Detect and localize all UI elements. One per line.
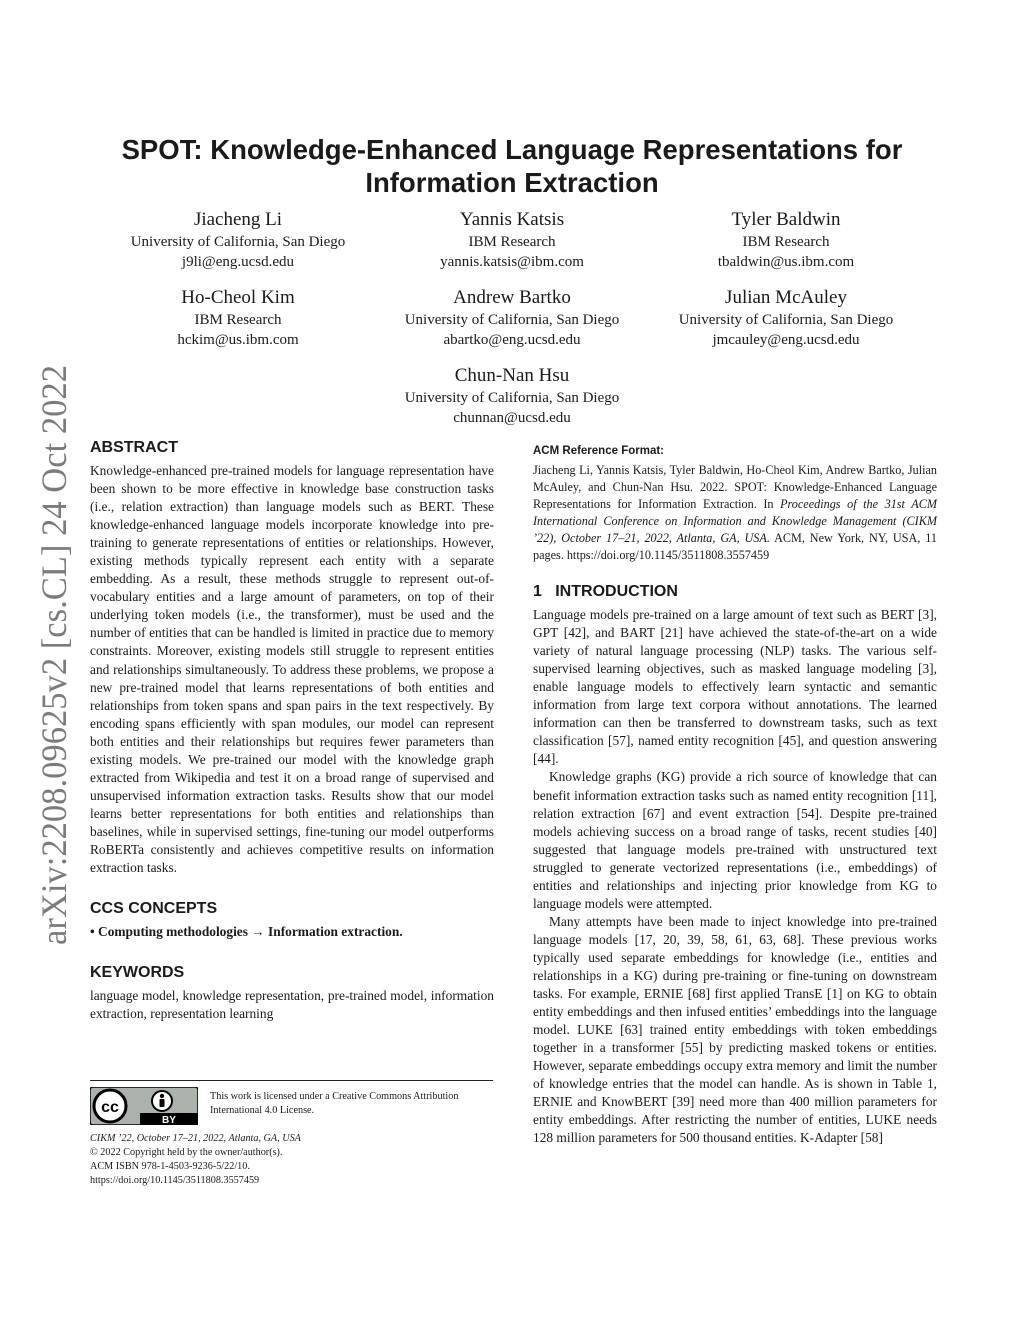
author-affiliation: University of California, San Diego xyxy=(404,312,620,328)
author-name: Chun-Nan Hsu xyxy=(454,365,570,386)
author-name: Yannis Katsis xyxy=(459,209,565,230)
author-affiliation: University of California, San Diego xyxy=(678,312,894,328)
author-affiliation: University of California, San Diego xyxy=(404,390,620,406)
intro-paragraph-3: Many attempts have been made to inject knowledge into pre-trained language models [17, 20, 39, 58, 61, 63, 68]. These previous works typically used separate embeddings for knowledge (i.e., entities and relationships in a KG) during pre-training or fine-tuning on downstream tasks. For example, ERNIE [68] first applied TransE [1] on KG to obtain entity embeddings and then infused entities’ embeddings into the language model. LUKE [63] trained entity embeddings with token embeddings together in a transformer [55] by predicting masked tokens or entities. However, separate embeddings occupy extra memory and limit the number of knowledge entries that the model can handle. As is shown in Table 1, ERNIE and KnowBERT [39] need more than 400 million parameters for entity embeddings. After restricting the number of entities, LUKE needs 128 million parameters for 500 thousand entities. K-Adapter [58] xyxy=(533,913,937,1146)
author-name: Jiacheng Li xyxy=(193,209,283,230)
author-email: jmcauley@eng.ucsd.edu xyxy=(712,332,860,348)
license-rule xyxy=(90,1080,493,1081)
abstract-heading: ABSTRACT xyxy=(90,439,178,456)
footer-doi: https://doi.org/10.1145/3511808.3557459 xyxy=(90,1175,260,1186)
keywords-heading: KEYWORDS xyxy=(90,964,185,982)
author-block xyxy=(93,286,383,350)
ccs-heading: CCS CONCEPTS xyxy=(90,900,218,918)
author-block xyxy=(367,364,657,428)
author-email: chunnan@ucsd.edu xyxy=(453,410,571,426)
cc-badge-by-text: BY xyxy=(162,1115,176,1125)
cc-badge-cc-text: cc xyxy=(101,1099,119,1116)
author-name: Andrew Bartko xyxy=(453,287,571,308)
ccs-concepts-text: • Computing methodologies → Information extraction. xyxy=(90,924,403,940)
author-email: tbaldwin@us.ibm.com xyxy=(717,254,855,270)
arxiv-margin-stamp xyxy=(4,360,84,950)
author-block xyxy=(641,208,931,272)
author-block xyxy=(93,208,383,272)
reference-format-part-1: Jiacheng Li, Yannis Katsis, Tyler Baldwin, Ho-Cheol Kim, Andrew Bartko, Julian McAuley, and Chun-Nan Hsu. 2022. SPOT: Knowledge-Enhanced Language Representations for Information Extraction. In xyxy=(533,463,937,512)
author-name: Tyler Baldwin xyxy=(731,209,841,230)
footer-isbn: ACM ISBN 978-1-4503-9236-5/22/10. xyxy=(90,1161,250,1172)
license-text: This work is licensed under a Creative Commons Attribution International 4.0 License. xyxy=(210,1091,459,1116)
author-email: hckim@us.ibm.com xyxy=(177,332,299,348)
author-email: j9li@eng.ucsd.edu xyxy=(181,254,295,270)
cc-by-license-icon xyxy=(90,1087,198,1125)
footer-copyright: © 2022 Copyright held by the owner/author(s). xyxy=(90,1147,283,1158)
footer-block xyxy=(90,1132,494,1188)
reference-format-part-2: ACM, New York, NY, USA, 11 pages. https://doi.org/10.1145/3511808.3557459 xyxy=(533,531,937,563)
author-email: abartko@eng.ucsd.edu xyxy=(443,332,581,348)
author-affiliation: University of California, San Diego xyxy=(130,234,346,250)
author-email: yannis.katsis@ibm.com xyxy=(440,254,584,270)
arxiv-stamp-text: arXiv:2208.09625v2 [cs.CL] 24 Oct 2022 xyxy=(34,360,74,945)
title-line-2: Information Extraction xyxy=(365,167,659,198)
reference-format-heading: ACM Reference Format: xyxy=(533,445,664,457)
left-column xyxy=(90,438,494,1023)
title-line-1: SPOT: Knowledge-Enhanced Language Representations for xyxy=(121,134,903,165)
author-affiliation: IBM Research xyxy=(468,234,556,250)
introduction-heading: 1 INTRODUCTION xyxy=(533,583,678,601)
author-affiliation: IBM Research xyxy=(742,234,830,250)
author-block xyxy=(367,208,657,272)
author-block xyxy=(367,286,657,350)
intro-paragraph-1: Language models pre-trained on a large amount of text such as BERT [3], GPT [42], and BART [21] have achieved the state-of-the-art on a wide variety of natural language processing (NLP) tasks. The various self-supervised learning objectives, such as masked language modeling [3], enable language models to effectively learn syntactic and semantic information from large text corpora without annotations. The learned information can then be transferred to downstream tasks, such as text classification [57], named entity recognition [45], and question answering [44]. xyxy=(533,607,937,767)
author-affiliation: IBM Research xyxy=(194,312,282,328)
right-column xyxy=(533,442,937,1147)
paper-title xyxy=(60,133,964,199)
author-block xyxy=(641,286,931,350)
footer-venue: CIKM ’22, October 17–21, 2022, Atlanta, GA, USA xyxy=(90,1133,301,1144)
intro-paragraph-2: Knowledge graphs (KG) provide a rich source of knowledge that can benefit information extraction tasks such as named entity recognition [11], relation extraction [67] and event extraction [54]. Despite pre-trained models achieving success on a broad range of tasks, recent studies [40] suggested that language models pre-trained with unstructured text struggled to generate vectorized representations (i.e., embeddings) of entities and relationships and injecting prior knowledge from KG to language models were attempted. xyxy=(533,769,937,911)
reference-format-venue: Proceedings of the 31st ACM International Conference on Information and Knowledge Management (CIKM ’22), October 17–21, 2022, Atlanta, GA, USA. xyxy=(533,497,937,546)
abstract-text: Knowledge-enhanced pre-trained models for language representation have been shown to be more effective in knowledge base construction tasks (i.e., relation extraction) than language models such as BERT. These knowledge-enhanced language models incorporate knowledge into pre-training to generate representations of entities or relationships. However, existing methods typically represent each entity with a separate embedding. As a result, these methods struggle to represent out-of-vocabulary entities and a large amount of parameters, on top of their underlying token models (i.e., the transformer), must be used and the number of entities that can be handled is limited in practice due to memory constraints. Moreover, existing models still struggle to represent entities and relationships simultaneously. To address these problems, we propose a new pre-trained model that learns representations of both entities and relationships from token spans and span pairs in the text respectively. By encoding spans efficiently with span modules, our model can represent both entities and their relationships but requires fewer parameters than existing models. We pre-trained our model with the knowledge graph extracted from Wikipedia and test it on a broad range of supervised and unsupervised information extraction tasks. Results show that our model learns better representations for both entities and relationships than baselines, while in supervised settings, fine-tuning our model outperforms RoBERTa consistently and achieves competitive results on information extraction tasks. xyxy=(90,463,494,876)
keywords-text: language model, knowledge representation, pre-trained model, information extraction, representation learning xyxy=(90,988,494,1022)
reference-format-text xyxy=(533,462,937,564)
author-name: Julian McAuley xyxy=(725,287,847,308)
author-name: Ho-Cheol Kim xyxy=(181,287,295,308)
